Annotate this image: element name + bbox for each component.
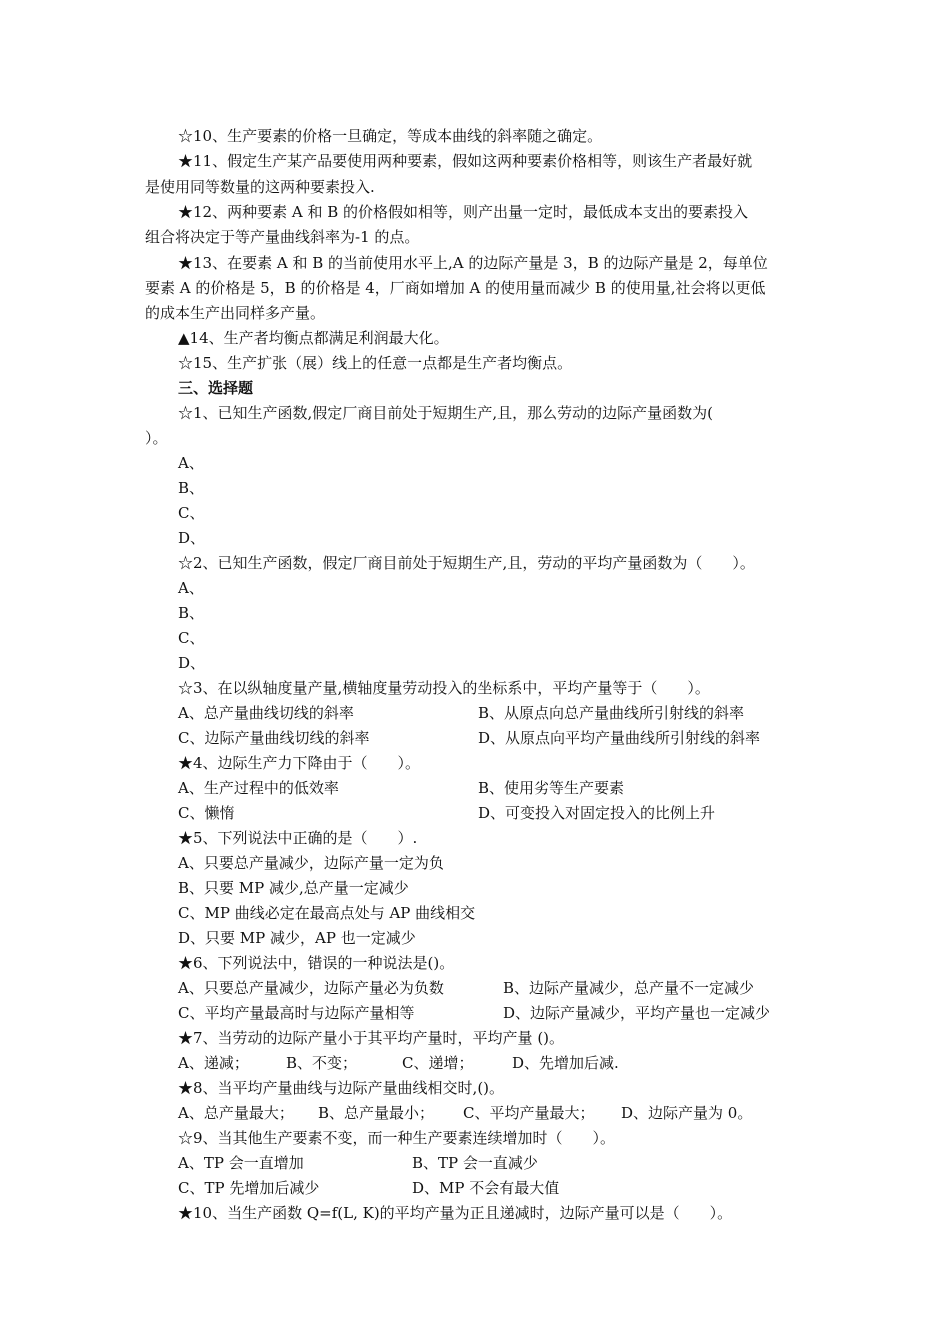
choice-q4-option-b: B、使用劣等生产要素 <box>478 779 625 797</box>
choice-q1-option-b: B、 <box>178 479 205 497</box>
choice-q1-stem-line2: ）。 <box>145 429 168 447</box>
judgement-q13-line1: ★13、在要素 A 和 B 的当前使用水平上,A 的边际产量是 3，B 的边际产量是 2，每单位 <box>178 254 768 272</box>
choice-q4-stem: ★4、边际生产力下降由于（ ）。 <box>178 754 421 772</box>
choice-q1-option-c: C、 <box>178 504 205 522</box>
judgement-q14: ▲14、生产者均衡点都满足利润最大化。 <box>178 329 449 347</box>
choice-q8-stem: ★8、当平均产量曲线与边际产量曲线相交时,()。 <box>178 1079 505 1097</box>
choice-q3-option-b: B、从原点向总产量曲线所引射线的斜率 <box>478 704 745 722</box>
choice-q6-option-d: D、边际产量减少，平均产量也一定减少 <box>503 1004 771 1022</box>
judgement-q11-line1: ★11、假定生产某产品要使用两种要素，假如这两种要素价格相等，则该生产者最好就 <box>178 152 753 170</box>
section-title: 三、选择题 <box>178 379 254 397</box>
choice-q4-option-a: A、生产过程中的低效率 <box>178 779 339 797</box>
judgement-q11-line2: 是使用同等数量的这两种要素投入. <box>145 178 375 196</box>
choice-q3-option-d: D、从原点向平均产量曲线所引射线的斜率 <box>478 729 761 747</box>
choice-q9-option-c: C、TP 先增加后减少 <box>178 1179 320 1197</box>
choice-q7-option-c: C、递增； <box>402 1054 474 1072</box>
choice-q8-option-b: B、总产量最小； <box>318 1104 435 1122</box>
choice-q1-stem-line1: ☆1、已知生产函数,假定厂商目前处于短期生产,且，那么劳动的边际产量函数为( <box>178 404 713 422</box>
choice-q5-option-b: B、只要 MP 减少,总产量一定减少 <box>178 879 409 897</box>
judgement-q12-line1: ★12、两种要素 A 和 B 的价格假如相等，则产出量一定时，最低成本支出的要素投入 <box>178 203 749 221</box>
choice-q7-option-b: B、不变； <box>286 1054 358 1072</box>
choice-q8-option-a: A、总产量最大； <box>178 1104 294 1122</box>
choice-q2-stem: ☆2、已知生产函数，假定厂商目前处于短期生产,且，劳动的平均产量函数为（ ）。 <box>178 554 755 572</box>
choice-q7-option-a: A、递减； <box>178 1054 249 1072</box>
choice-q6-stem: ★6、下列说法中，错误的一种说法是()。 <box>178 954 455 972</box>
choice-q9-option-d: D、MP 不会有最大值 <box>412 1179 560 1197</box>
choice-q4-option-d: D、可变投入对固定投入的比例上升 <box>478 804 716 822</box>
choice-q2-option-d: D、 <box>178 654 206 672</box>
choice-q6-option-b: B、边际产量减少，总产量不一定减少 <box>503 979 755 997</box>
choice-q3-stem: ☆3、在以纵轴度量产量,横轴度量劳动投入的坐标系中，平均产量等于（ ）。 <box>178 679 710 697</box>
choice-q2-option-c: C、 <box>178 629 205 647</box>
choice-q10-stem: ★10、当生产函数 Q=f(L, K)的平均产量为正且递减时，边际产量可以是（ ）。 <box>178 1204 733 1222</box>
choice-q6-option-c: C、平均产量最高时与边际产量相等 <box>178 1004 415 1022</box>
choice-q5-stem: ★5、下列说法中正确的是（ ）. <box>178 829 418 847</box>
choice-q3-option-a: A、总产量曲线切线的斜率 <box>178 704 354 722</box>
judgement-q15: ☆15、生产扩张（展）线上的任意一点都是生产者均衡点。 <box>178 354 573 372</box>
judgement-q13-line3: 的成本生产出同样多产量。 <box>145 304 326 322</box>
choice-q2-option-a: A、 <box>178 579 204 597</box>
choice-q1-option-d: D、 <box>178 529 206 547</box>
choice-q6-option-a: A、只要总产量减少，边际产量必为负数 <box>178 979 444 997</box>
choice-q7-option-d: D、先增加后减. <box>512 1054 619 1072</box>
judgement-q12-line2: 组合将决定于等产量曲线斜率为-1 的点。 <box>145 228 420 246</box>
judgement-q13-line2: 要素 A 的价格是 5，B 的价格是 4，厂商如增加 A 的使用量而减少 B 的使用量,社会将以更低 <box>145 279 766 297</box>
choice-q7-stem: ★7、当劳动的边际产量小于其平均产量时，平均产量 ()。 <box>178 1029 565 1047</box>
choice-q5-option-c: C、MP 曲线必定在最高点处与 AP 曲线相交 <box>178 904 476 922</box>
choice-q9-stem: ☆9、当其他生产要素不变，而一种生产要素连续增加时（ ）。 <box>178 1129 616 1147</box>
judgement-q10: ☆10、生产要素的价格一旦确定，等成本曲线的斜率随之确定。 <box>178 127 603 145</box>
choice-q5-option-d: D、只要 MP 减少，AP 也一定减少 <box>178 929 416 947</box>
choice-q2-option-b: B、 <box>178 604 205 622</box>
choice-q3-option-c: C、边际产量曲线切线的斜率 <box>178 729 370 747</box>
choice-q5-option-a: A、只要总产量减少，边际产量一定为负 <box>178 854 444 872</box>
choice-q8-option-d: D、边际产量为 0。 <box>621 1104 753 1122</box>
choice-q8-option-c: C、平均产量最大； <box>463 1104 595 1122</box>
choice-q9-option-b: B、TP 会一直减少 <box>412 1154 538 1172</box>
choice-q9-option-a: A、TP 会一直增加 <box>178 1154 304 1172</box>
choice-q1-option-a: A、 <box>178 454 204 472</box>
choice-q4-option-c: C、懒惰 <box>178 804 235 822</box>
